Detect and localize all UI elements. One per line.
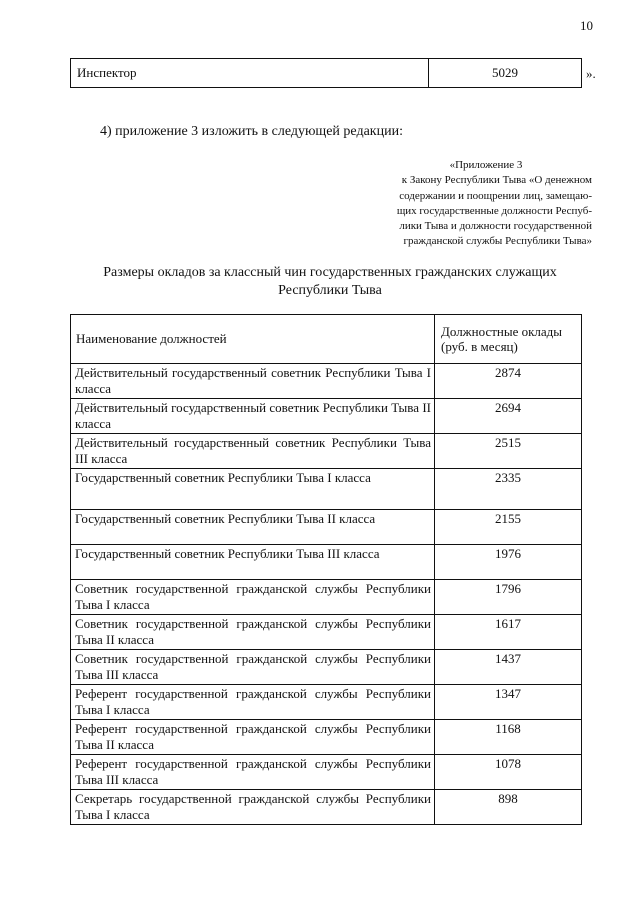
position-cell: Советник государственной гражданской службы Республики Тыва II класса (71, 615, 435, 650)
position-cell: Референт государственной гражданской службы Республики Тыва III класса (71, 755, 435, 790)
salary-table (70, 314, 582, 825)
table-row (71, 685, 582, 720)
table-row (71, 580, 582, 615)
page-number: 10 (580, 18, 593, 33)
table-row (71, 364, 582, 399)
table-header-row (71, 315, 582, 364)
table-row (71, 399, 582, 434)
salary-cell: 2335 (435, 469, 582, 510)
salary-cell: 898 (435, 790, 582, 825)
position-cell: Секретарь государственной гражданской службы Республики Тыва I класса (71, 790, 435, 825)
position-cell: Референт государственной гражданской службы Республики Тыва I класса (71, 685, 435, 720)
position-cell: Действительный государственный советник Республики Тыва I класса (71, 364, 435, 399)
salary-cell: 1796 (435, 580, 582, 615)
instruction-text: 4) приложение 3 изложить в следующей редакции: (100, 124, 403, 139)
position-cell: Советник государственной гражданской службы Республики Тыва III класса (71, 650, 435, 685)
table-row (71, 434, 582, 469)
salary-cell: 1347 (435, 685, 582, 720)
closing-quote: ». (586, 66, 596, 81)
salary-cell: 5029 (429, 59, 582, 88)
table-row (71, 469, 582, 510)
table-row (71, 650, 582, 685)
appendix-note (360, 158, 592, 250)
position-cell: Государственный советник Республики Тыва I класса (71, 469, 435, 510)
salary-cell: 2874 (435, 364, 582, 399)
table-title-line: Размеры окладов за классный чин государственных гражданских служащих (103, 265, 557, 280)
salary-cell: 1976 (435, 545, 582, 580)
table-row (71, 59, 582, 88)
salary-cell: 1168 (435, 720, 582, 755)
table-row (71, 510, 582, 545)
table-row (71, 755, 582, 790)
salary-cell: 1078 (435, 755, 582, 790)
salary-cell: 2515 (435, 434, 582, 469)
position-cell: Референт государственной гражданской службы Республики Тыва II класса (71, 720, 435, 755)
table-row (71, 790, 582, 825)
column-header-position: Наименование должностей (71, 315, 435, 364)
salary-cell: 1437 (435, 650, 582, 685)
salary-cell: 2155 (435, 510, 582, 545)
position-cell: Государственный советник Республики Тыва II класса (71, 510, 435, 545)
appendix-line: к Закону Республики Тыва «О денежном (401, 174, 592, 187)
appendix-line: щих государственные должности Респуб- (396, 204, 592, 217)
table-row (71, 720, 582, 755)
position-cell: Действительный государственный советник Республики Тыва II класса (71, 399, 435, 434)
previous-table-fragment (70, 58, 582, 88)
position-cell: Инспектор (71, 59, 429, 88)
table-row (71, 615, 582, 650)
appendix-line: содержании и поощрении лиц, замещаю- (399, 189, 592, 202)
appendix-line: лики Тыва и должности государственной (399, 220, 592, 233)
salary-cell: 2694 (435, 399, 582, 434)
table-row (71, 545, 582, 580)
position-cell: Действительный государственный советник Республики Тыва III класса (71, 434, 435, 469)
position-cell: Государственный советник Республики Тыва III класса (71, 545, 435, 580)
appendix-line: гражданской службы Республики Тыва» (403, 235, 592, 248)
position-cell: Советник государственной гражданской службы Республики Тыва I класса (71, 580, 435, 615)
column-header-salary: Должностные оклады (руб. в месяц) (435, 315, 582, 364)
appendix-title: «Приложение 3 (449, 159, 523, 171)
table-title (60, 264, 600, 300)
salary-cell: 1617 (435, 615, 582, 650)
table-title-line: Республики Тыва (278, 283, 382, 298)
